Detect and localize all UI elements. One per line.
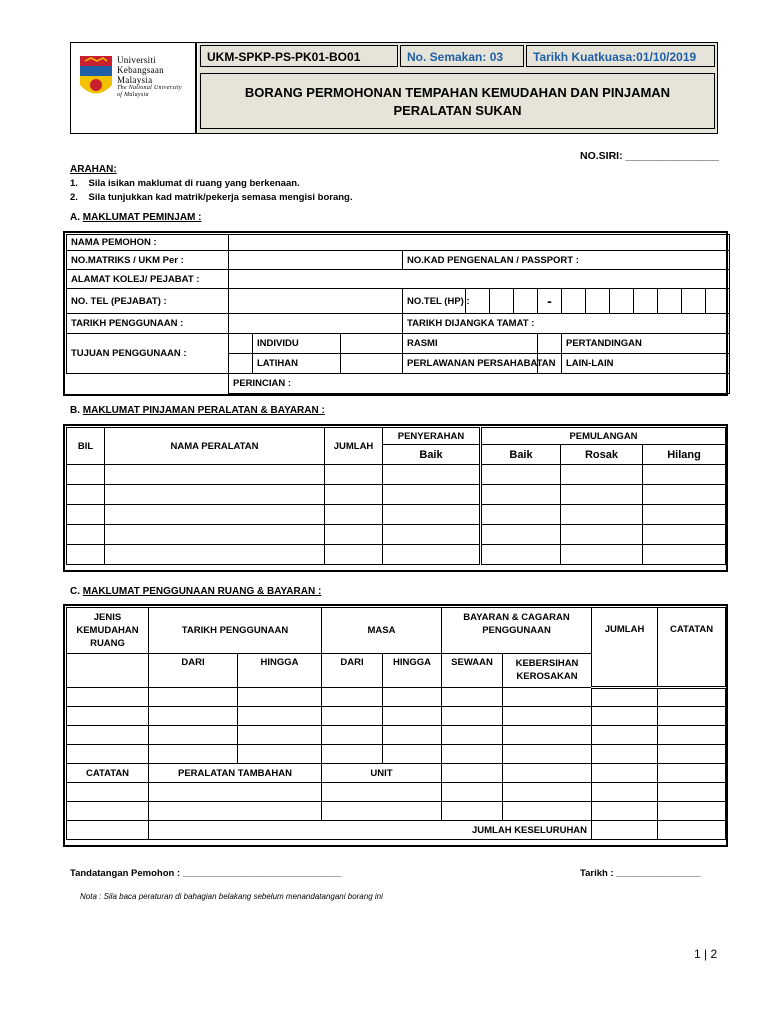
tel-hp-digit[interactable] (682, 289, 706, 314)
form-title-line-1: BORANG PERMOHONAN TEMPAHAN KEMUDAHAN DAN PINJAMAN (244, 85, 671, 100)
pemulangan-baik-header: Baik (481, 445, 561, 465)
tujuan-spacer (67, 374, 229, 394)
table-cell[interactable] (322, 783, 442, 802)
peralatan-tambahan-label: PERALATAN TAMBAHAN (149, 764, 322, 783)
instructions-heading: ARAHAN: (70, 164, 117, 175)
table-cell[interactable] (325, 525, 383, 545)
table-cell[interactable] (238, 726, 322, 745)
table-cell[interactable] (592, 802, 658, 821)
doc-code: UKM-SPKP-PS-PK01-BO01 (200, 45, 398, 67)
perincian-input[interactable]: PERINCIAN : (229, 374, 730, 394)
section-b-heading (70, 405, 325, 416)
jumlah-header: JUMLAH (325, 428, 383, 465)
table-cell[interactable] (561, 545, 643, 565)
table-cell[interactable] (67, 505, 105, 525)
table-cell[interactable] (658, 707, 726, 726)
table-cell[interactable] (383, 485, 481, 505)
individu-label: INDIVIDU (253, 334, 341, 354)
tel-hp-digit[interactable] (658, 289, 682, 314)
section-c-heading (70, 586, 321, 597)
header-info-panel (198, 43, 717, 133)
table-cell[interactable] (658, 745, 726, 764)
instruction-item-2: 2. Sila tunjukkan kad matrik/pekerja semasa mengisi borang. (70, 192, 353, 203)
table-cell[interactable] (105, 525, 325, 545)
table-cell[interactable] (658, 688, 726, 707)
alamat-input[interactable] (229, 270, 730, 289)
table-cell[interactable] (149, 745, 238, 764)
tujuan-label: TUJUAN PENGGUNAAN : (67, 334, 229, 374)
kebersihan-header (503, 654, 592, 688)
table-row (67, 688, 726, 707)
table-cell[interactable] (322, 745, 383, 764)
table-cell[interactable] (67, 783, 149, 802)
serial-number-field[interactable]: NO.SIRI: ________________ (580, 150, 719, 162)
table-cell[interactable] (67, 465, 105, 485)
table-cell[interactable] (383, 465, 481, 485)
rasmi-checkbox[interactable] (341, 334, 403, 354)
ukm-logo (71, 43, 197, 133)
table-row (67, 745, 726, 764)
table-cell[interactable] (383, 707, 442, 726)
table-cell[interactable] (442, 707, 503, 726)
logo-line-2: Kebangsaan (117, 65, 164, 75)
penyerahan-baik-header: Baik (383, 445, 481, 465)
page-number: 1 | 2 (694, 947, 718, 961)
table-cell[interactable] (383, 505, 481, 525)
table-cell[interactable] (503, 707, 592, 726)
jenis-line-3: RUANG (90, 638, 125, 649)
table-row (67, 783, 726, 802)
table-cell[interactable] (503, 745, 592, 764)
form-title (200, 73, 715, 129)
table-cell[interactable] (149, 802, 322, 821)
effective-date: Tarikh Kuatkuasa:01/10/2019 (526, 45, 715, 67)
table-cell[interactable] (67, 821, 149, 840)
logo-line-1: Universiti (117, 55, 156, 65)
logo-tagline-1: The National University (117, 85, 182, 91)
table-cell[interactable] (592, 707, 658, 726)
tel-hp-digit[interactable] (706, 289, 730, 314)
table-cell[interactable] (238, 688, 322, 707)
table-row (67, 726, 726, 745)
table-cell[interactable] (503, 764, 592, 783)
jenis-kemudahan-header (67, 608, 149, 654)
table-cell[interactable] (383, 545, 481, 565)
table-row (67, 802, 726, 821)
table-cell[interactable] (442, 802, 503, 821)
table-cell[interactable] (442, 783, 503, 802)
logo-line-3: Malaysia (117, 75, 153, 85)
pemulangan-header: PEMULANGAN (481, 428, 726, 445)
table-cell[interactable] (67, 707, 149, 726)
tel-pejabat-label: NO. TEL (PEJABAT) : (67, 289, 229, 314)
section-b-title: MAKLUMAT PINJAMAN PERALATAN & BAYARAN : (82, 405, 325, 416)
table-cell[interactable] (67, 525, 105, 545)
date-line[interactable]: Tarikh : ________________ (580, 868, 701, 879)
no-matriks-label: NO.MATRIKS / UKM Per : (67, 251, 229, 270)
jenis-line-2: KEMUDAHAN (76, 625, 139, 636)
section-c-title: MAKLUMAT PENGGUNAAN RUANG & BAYARAN : (82, 586, 322, 597)
table-cell[interactable] (67, 726, 149, 745)
tel-hp-digit[interactable] (586, 289, 610, 314)
sewaan-header: SEWAAN (442, 654, 503, 688)
logo-wordmark (117, 55, 182, 99)
table-cell[interactable] (481, 545, 561, 565)
tel-hp-digit[interactable] (514, 289, 538, 314)
section-a-letter: A. (70, 212, 80, 223)
table-cell[interactable] (238, 707, 322, 726)
hingga-masa-header: HINGGA (383, 654, 442, 688)
tarikh-penggunaan-input[interactable] (229, 314, 403, 334)
section-a-title: MAKLUMAT PEMINJAM : (82, 212, 202, 223)
kebersihan-line-1: KEBERSIHAN (515, 658, 579, 669)
table-cell[interactable] (442, 764, 503, 783)
pertandingan-label: PERTANDINGAN (562, 334, 730, 354)
table-cell[interactable] (383, 726, 442, 745)
table-cell[interactable] (658, 764, 726, 783)
nama-pemohon-label: NAMA PEMOHON : (67, 235, 229, 251)
logo-tagline-2: of Malaysia (117, 92, 149, 98)
table-cell[interactable] (481, 485, 561, 505)
table-cell[interactable] (561, 525, 643, 545)
table-cell[interactable] (592, 726, 658, 745)
tarikh-penggunaan-label: TARIKH PENGGUNAAN : (67, 314, 229, 334)
hingga-tarikh-header: HINGGA (238, 654, 322, 688)
tel-hp-dash: - (538, 289, 562, 314)
table-cell[interactable] (481, 505, 561, 525)
tel-hp-digit[interactable] (610, 289, 634, 314)
table-cell[interactable] (67, 745, 149, 764)
table-cell[interactable] (481, 525, 561, 545)
table-cell[interactable] (561, 465, 643, 485)
table-row (67, 465, 726, 485)
masa-header: MASA (322, 608, 442, 654)
table-cell[interactable] (67, 802, 149, 821)
kebersihan-line-2: KEROSAKAN (516, 671, 578, 682)
section-a-heading (70, 212, 201, 223)
table-cell[interactable] (149, 707, 238, 726)
facility-usage-table (66, 607, 726, 840)
nama-peralatan-header: NAMA PERALATAN (105, 428, 325, 465)
alamat-label: ALAMAT KOLEJ/ PEJABAT : (67, 270, 229, 289)
table-cell[interactable] (503, 802, 592, 821)
bayaran-line-1: BAYARAN & CAGARAN (463, 612, 570, 623)
jumlah-header: JUMLAH (592, 608, 658, 688)
table-cell[interactable] (658, 783, 726, 802)
instruction-item-1: 1. Sila isikan maklumat di ruang yang berkenaan. (70, 178, 300, 189)
tel-hp-digit[interactable] (490, 289, 514, 314)
signature-line[interactable]: Tandatangan Pemohon : ______________________________ (70, 868, 342, 879)
table-cell[interactable] (592, 688, 658, 707)
tel-hp-digit[interactable] (562, 289, 586, 314)
table-row (67, 485, 726, 505)
jumlah-keseluruhan-value[interactable] (592, 821, 658, 840)
revision-number: No. Semakan: 03 (400, 45, 524, 67)
table-cell[interactable] (592, 745, 658, 764)
tel-hp-label: NO.TEL (HP) : (403, 289, 466, 314)
table-cell[interactable] (643, 505, 726, 525)
table-cell[interactable] (67, 485, 105, 505)
table-cell[interactable] (592, 783, 658, 802)
table-cell[interactable] (322, 802, 442, 821)
rasmi-label: RASMI (403, 334, 538, 354)
table-cell[interactable] (561, 505, 643, 525)
table-cell[interactable] (149, 688, 238, 707)
table-cell[interactable] (658, 802, 726, 821)
table-cell[interactable] (503, 688, 592, 707)
table-cell[interactable] (643, 465, 726, 485)
equipment-loan-table (66, 427, 726, 565)
borrower-info-table (66, 234, 730, 394)
table-cell[interactable] (238, 745, 322, 764)
table-cell[interactable] (658, 821, 726, 840)
latihan-label: LATIHAN (253, 354, 341, 374)
table-cell[interactable] (383, 525, 481, 545)
penyerahan-header: PENYERAHAN (383, 428, 481, 445)
jenis-line-1: JENIS (93, 612, 122, 623)
section-c-letter: C. (70, 586, 80, 597)
jumlah-keseluruhan-label: JUMLAH KESELURUHAN (149, 821, 592, 840)
table-cell[interactable] (658, 726, 726, 745)
tarikh-penggunaan-header: TARIKH PENGGUNAAN (149, 608, 322, 654)
document-header (70, 42, 718, 134)
persahabatan-checkbox[interactable] (341, 354, 403, 374)
table-row (67, 707, 726, 726)
table-row (67, 525, 726, 545)
table-cell[interactable] (322, 726, 383, 745)
lain-lain-label: LAIN-LAIN (562, 354, 730, 374)
catatan-header: CATATAN (658, 608, 726, 688)
bayaran-header (442, 608, 592, 654)
footnote: Nota : Sila baca peraturan di bahagian belakang sebelum menandatangani borang ini (80, 892, 383, 901)
table-cell[interactable] (643, 545, 726, 565)
pemulangan-rosak-header: Rosak (561, 445, 643, 465)
table-cell[interactable] (643, 525, 726, 545)
table-cell[interactable] (561, 485, 643, 505)
tel-hp-digit[interactable] (634, 289, 658, 314)
form-title-line-2: PERALATAN SUKAN (393, 103, 522, 118)
dari-tarikh-header: DARI (149, 654, 238, 688)
table-cell[interactable] (149, 726, 238, 745)
table-cell[interactable] (105, 465, 325, 485)
ukm-crest-icon (79, 55, 113, 103)
table-cell[interactable] (503, 726, 592, 745)
table-cell[interactable] (105, 485, 325, 505)
table-cell[interactable] (442, 745, 503, 764)
table-cell[interactable] (383, 745, 442, 764)
individu-checkbox[interactable] (229, 334, 253, 354)
no-matriks-input[interactable] (229, 251, 403, 270)
table-cell[interactable] (442, 688, 503, 707)
table-cell[interactable] (67, 545, 105, 565)
table-cell[interactable] (105, 545, 325, 565)
catatan-label: CATATAN (67, 764, 149, 783)
tarikh-tamat-label[interactable]: TARIKH DIJANGKA TAMAT : (403, 314, 730, 334)
jenis-spacer (67, 654, 149, 688)
latihan-checkbox[interactable] (229, 354, 253, 374)
persahabatan-label: PERLAWANAN PERSAHABATAN (403, 354, 538, 374)
pemulangan-hilang-header: Hilang (643, 445, 726, 465)
table-cell[interactable] (67, 688, 149, 707)
bayaran-line-2: PENGGUNAAN (482, 625, 551, 636)
unit-label: UNIT (322, 764, 442, 783)
table-cell[interactable] (592, 764, 658, 783)
table-cell[interactable] (325, 505, 383, 525)
no-kad-label[interactable]: NO.KAD PENGENALAN / PASSPORT : (403, 251, 730, 270)
table-cell[interactable] (383, 688, 442, 707)
table-cell[interactable] (325, 465, 383, 485)
table-cell[interactable] (105, 505, 325, 525)
table-cell[interactable] (325, 485, 383, 505)
table-cell[interactable] (503, 783, 592, 802)
table-cell[interactable] (149, 783, 322, 802)
table-cell[interactable] (322, 688, 383, 707)
dari-masa-header: DARI (322, 654, 383, 688)
table-row (67, 505, 726, 525)
table-row (67, 545, 726, 565)
nama-pemohon-input[interactable] (229, 235, 730, 251)
bil-header: BIL (67, 428, 105, 465)
table-cell[interactable] (643, 485, 726, 505)
table-cell[interactable] (442, 726, 503, 745)
table-cell[interactable] (481, 465, 561, 485)
section-b-letter: B. (70, 405, 80, 416)
tel-pejabat-input[interactable] (229, 289, 403, 314)
table-cell[interactable] (325, 545, 383, 565)
pertandingan-checkbox[interactable] (538, 334, 562, 354)
table-cell[interactable] (322, 707, 383, 726)
